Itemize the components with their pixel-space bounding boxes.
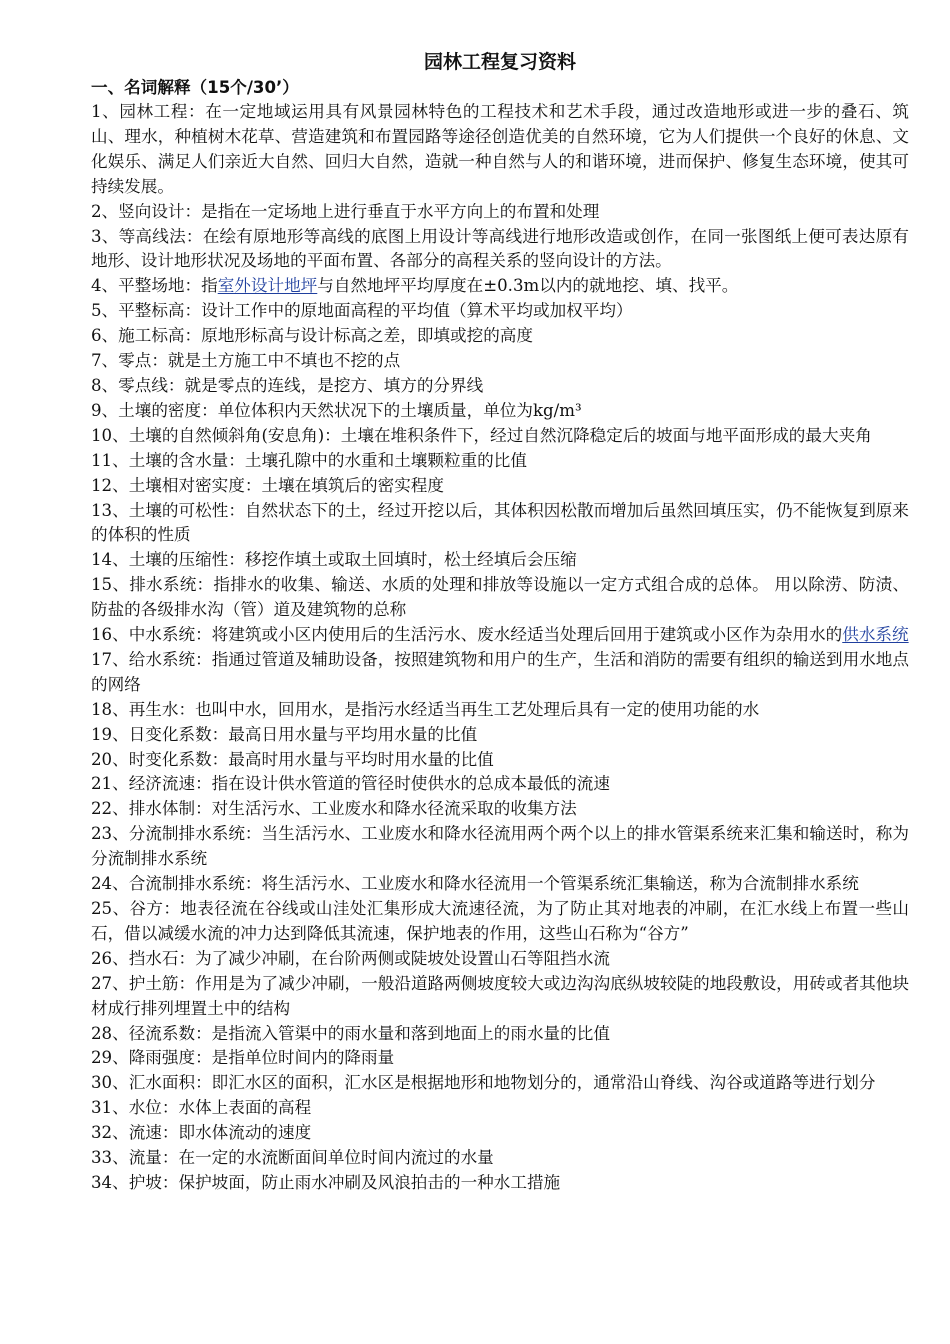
term-entry: 12、土壤相对密实度：土壤在填筑后的密实程度	[91, 475, 444, 495]
term-entry: 30、汇水面积：即汇水区的面积，汇水区是根据地形和地物划分的，通常沿山脊线、沟谷或道路等进行划分	[91, 1073, 876, 1093]
term-entry: 15、排水系统：指排水的收集、输送、水质的处理和排放等设施以一定方式组合成的总体。 用以除涝、防渍、防盐的各级排水沟（管）道及建筑物的总称	[91, 575, 909, 620]
term-entry: 5、平整标高：设计工作中的原地面高程的平均值（算术平均或加权平均）	[91, 301, 633, 321]
term-entry: 13、土壤的可松性：自然状态下的土，经过开挖以后，其体积因松散而增加后虽然回填压实，仍不能恢复到原来的体积的性质	[91, 500, 909, 545]
term-entry: 23、分流制排水系统：当生活污水、工业废水和降水径流用两个两个以上的排水管渠系统来汇集和输送时，称为分流制排水系统	[91, 824, 909, 869]
term-entry: 24、合流制排水系统：将生活污水、工业废水和降水径流用一个管渠系统汇集输送，称为合流制排水系统	[91, 874, 859, 894]
document-title: 园林工程复习资料	[423, 51, 576, 73]
term-entry: 1、园林工程：在一定地域运用具有风景园林特色的工程技术和艺术手段，通过改造地形或进一步的叠石、筑山、理水，种植树木花草、营造建筑和布置园路等途径创造优美的自然环境，它为人们提供一个良好的休息、文化娱乐、满足人们亲近大自然、回归大自然，造就一种自然与人的和谐环境，进而保护、修复生态环境，使其可持续发展。	[91, 102, 909, 196]
term-entry: 14、土壤的压缩性：移挖作填土或取土回填时，松土经填后会压缩	[91, 550, 577, 570]
term-entry: 26、挡水石：为了减少冲刷，在台阶两侧或陡坡处设置山石等阻挡水流	[91, 948, 610, 968]
term-entry: 29、降雨强度：是指单位时间内的降雨量	[91, 1048, 395, 1068]
term-entry: 33、流量：在一定的水流断面间单位时间内流过的水量	[91, 1148, 494, 1168]
term-entry: 9、土壤的密度：单位体积内天然状况下的土壤质量，单位为kg/m³	[91, 400, 582, 420]
term-entry: 25、谷方：地表径流在谷线或山洼处汇集形成大流速径流，为了防止其对地表的冲刷，在汇水线上布置一些山石，借以减缓水流的冲力达到降低其流速，保护地表的作用，这些山石称为“谷方”	[91, 899, 909, 943]
term-link[interactable]: 供水系统	[842, 625, 909, 645]
term-list	[91, 100, 909, 1196]
term-entry: 22、排水体制：对生活污水、工业废水和降水径流采取的收集方法	[91, 799, 577, 819]
section-heading: 一、名词解释（15个/30’）	[91, 78, 299, 97]
term-entry: 32、流速：即水体流动的速度	[91, 1123, 312, 1143]
term-text: 4、平整场地：指	[91, 276, 218, 296]
term-entry: 34、护坡：保护坡面，防止雨水冲刷及风浪拍击的一种水工措施	[91, 1172, 561, 1192]
term-text: 16、中水系统：将建筑或小区内使用后的生活污水、废水经适当处理后回用于建筑或小区作为杂用水的	[91, 625, 843, 645]
term-entry: 10、土壤的自然倾斜角(安息角)：土壤在堆积条件下，经过自然沉降稳定后的坡面与地平面形成的最大夹角	[91, 425, 872, 445]
term-entry: 3、等高线法：在绘有原地形等高线的底图上用设计等高线进行地形改造或创作，在同一张图纸上便可表达原有地形、设计地形状况及场地的平面布置、各部分的高程关系的竖向设计的方法。	[91, 226, 909, 271]
term-entry: 18、再生水：也叫中水，回用水，是指污水经适当再生工艺处理后具有一定的使用功能的水	[91, 699, 760, 719]
term-text: 与自然地坪平均厚度在±0.3m以内的就地挖、填、找平。	[317, 276, 739, 296]
term-entry	[91, 623, 909, 648]
document-page	[91, 48, 909, 1196]
term-entry: 8、零点线：就是零点的连线，是挖方、填方的分界线	[91, 375, 484, 395]
term-entry: 11、土壤的含水量：土壤孔隙中的水重和土壤颗粒重的比值	[91, 450, 527, 470]
term-entry: 2、竖向设计：是指在一定场地上进行垂直于水平方向上的布置和处理	[91, 201, 600, 221]
term-entry: 7、零点：就是土方施工中不填也不挖的点	[91, 351, 401, 371]
term-entry: 19、日变化系数：最高日用水量与平均用水量的比值	[91, 724, 478, 744]
term-entry: 6、施工标高：原地形标高与设计标高之差，即填或挖的高度	[91, 326, 533, 346]
term-entry: 28、径流系数：是指流入管渠中的雨水量和落到地面上的雨水量的比值	[91, 1023, 610, 1043]
term-entry: 27、护土筋：作用是为了减少冲刷，一般沿道路两侧坡度较大或边沟沟底纵坡较陡的地段敷设，用砖或者其他块材成行排列埋置土中的结构	[91, 973, 909, 1018]
term-entry: 17、给水系统：指通过管道及辅助设备，按照建筑物和用户的生产，生活和消防的需要有组织的输送到用水地点的网络	[91, 649, 909, 694]
term-entry: 31、水位：水体上表面的高程	[91, 1098, 312, 1118]
term-link[interactable]: 室外设计地坪	[217, 276, 318, 296]
term-entry: 20、时变化系数：最高时用水量与平均时用水量的比值	[91, 749, 494, 769]
term-entry: 21、经济流速：指在设计供水管道的管径时使供水的总成本最低的流速	[91, 774, 610, 794]
term-entry	[91, 274, 909, 299]
